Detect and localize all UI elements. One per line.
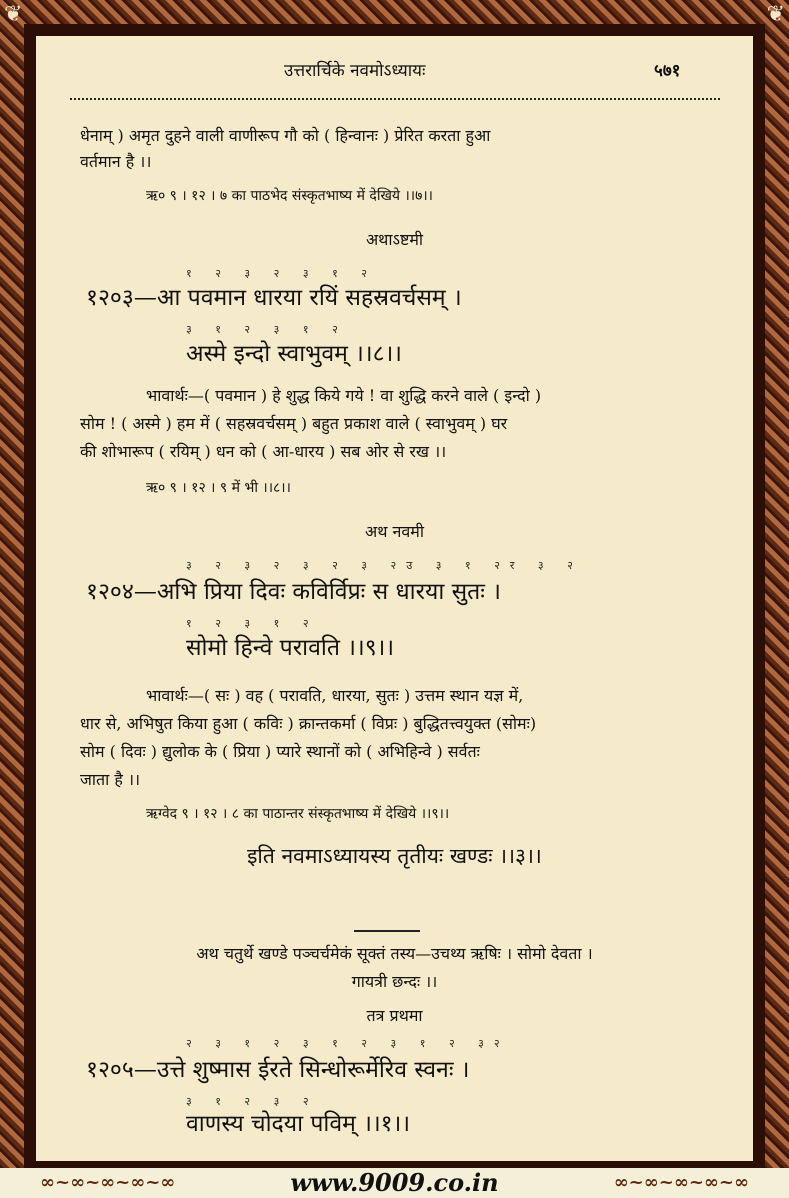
- section-heading: अथ नवमी: [364, 522, 425, 541]
- header-rule: [70, 98, 720, 108]
- accent-marks: ३ १ २ ३ १ २: [186, 323, 348, 336]
- section-end: इति नवमाऽध्यायस्य तृतीयः खण्डः ।।३।।: [247, 844, 542, 868]
- reference-line: ऋ० ९ । १२ । ७ का पाठभेद संस्कृतभाष्य में देखिये ।।७।।: [146, 188, 433, 204]
- text-line: भावार्थः—( सः ) वह ( परावति, धारया, सुतः ) उत्तम स्थान यज्ञ में,: [146, 686, 524, 705]
- accent-marks: १ २ ३ २ ३ १ २: [186, 267, 378, 280]
- text-line: अथ चतुर्थे खण्डे पञ्चर्चमेकं सूक्तं तस्य—उचथ्य ऋषिः । सोमो देवता ।: [196, 944, 593, 963]
- text-line: जाता है ।।: [80, 770, 141, 789]
- flourish-icon: ∞~∞~∞~∞~∞: [40, 1172, 176, 1193]
- divider: [354, 930, 420, 932]
- site-url[interactable]: www.9009.co.in: [290, 1168, 499, 1197]
- text-line: धेनाम् ) अमृत दुहने वाली वाणीरूप गौ को ( हिन्वानः ) प्रेरित करता हुआ: [80, 126, 491, 145]
- mantra-line: १२०४—अभि प्रिया दिवः कविर्विप्रः स धारया सुतः ।: [86, 579, 501, 605]
- accent-marks: ३ १ २ ३ २: [186, 1095, 319, 1108]
- text-line: सोम ( दिवः ) द्युलोक के ( प्रिया ) प्यारे स्थानों को ( अभिहिन्वे ) सर्वतः: [80, 742, 480, 761]
- mantra-line: १२०५—उत्ते शुष्मास ईरते सिन्धोरूर्मेरिव स्वनः ।: [86, 1057, 470, 1083]
- page-number: ५७१: [654, 61, 681, 81]
- mantra-line: १२०३—आ पवमान धारया रयिं सहस्रवर्चसम् ।: [86, 285, 462, 311]
- footer-banner: [0, 1168, 789, 1198]
- text-line: गायत्री छन्दः ।।: [351, 972, 438, 991]
- section-heading: अथाऽष्टमी: [365, 230, 424, 249]
- reference-line: ऋ० ९ । १२ । ९ में भी ।।८।।: [146, 480, 291, 496]
- section-heading: तत्र प्रथमा: [366, 1006, 423, 1025]
- flourish-icon: ∞~∞~∞~∞~∞: [613, 1172, 749, 1193]
- text-line: की शोभारूप ( रयिम् ) धन को ( आ-धारय ) सब ओर से रख ।।: [80, 442, 447, 461]
- accent-marks: १ २ ३ १ २: [186, 617, 319, 630]
- mantra-line: सोमो हिन्वे परावति ।।९।।: [186, 635, 395, 661]
- corner-flourish-icon: ❦: [4, 2, 23, 27]
- text-line: भावार्थः—( पवमान ) हे शुद्ध किये गये ! वा शुद्धि करने वाले ( इन्दो ): [146, 386, 542, 405]
- mantra-line: अस्मे इन्दो स्वाभुवम् ।।८।।: [186, 341, 403, 367]
- reference-line: ऋग्वेद ९ । १२ । ८ का पाठान्तर संस्कृतभाष्य में देखिये ।।९।।: [146, 806, 450, 822]
- corner-flourish-icon: ❦: [766, 2, 785, 27]
- page: [36, 36, 753, 1161]
- text-line: धार से, अभिषुत किया हुआ ( कविः ) क्रान्तकर्मा ( विप्रः ) बुद्धितत्त्वयुक्त (सोमः): [80, 714, 537, 733]
- mantra-line: वाणस्य चोदया पविम् ।।१।।: [186, 1111, 411, 1137]
- accent-marks: ३ २ ३ २ ३ २ ३ २उ ३ १ २र ३ २: [186, 559, 583, 572]
- accent-marks: २ ३ १ २ ३ १ २ ३ १ २ ३२: [186, 1037, 510, 1050]
- text-line: सोम ! ( अस्मे ) हम में ( सहस्रवर्चसम् ) बहुत प्रकाश वाले ( स्वाभुवम् ) घर: [80, 414, 508, 433]
- running-header: उत्तरार्चिके नवमोऽध्यायः: [284, 61, 426, 81]
- text-line: वर्तमान है ।।: [80, 152, 152, 171]
